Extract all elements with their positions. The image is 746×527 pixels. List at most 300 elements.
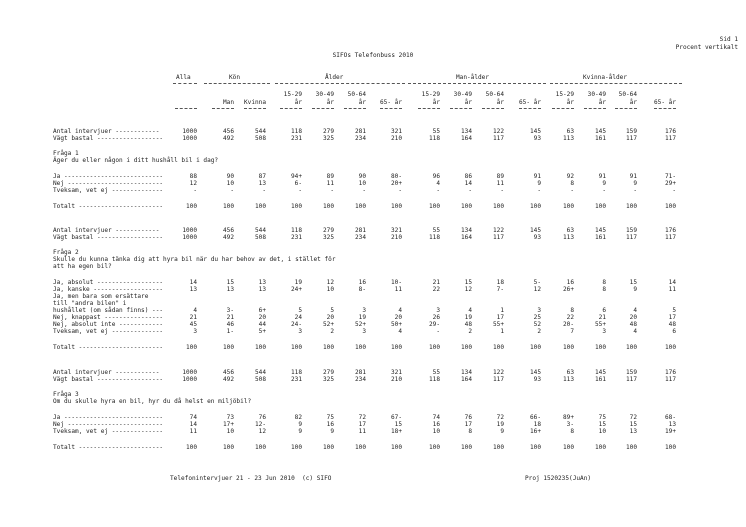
table-cell: 100 (625, 344, 637, 351)
group-man-alder: Man-ålder (456, 74, 490, 81)
table-cell: 508 (254, 135, 266, 142)
table-cell: 8 (602, 279, 606, 286)
table-cell: 48 (668, 321, 676, 328)
table-cell: 117 (625, 234, 637, 241)
table-cell: 100 (185, 444, 197, 451)
table-cell: 10 (598, 428, 606, 435)
table-cell: 16 (326, 421, 334, 428)
table-cell: 3 (602, 328, 606, 335)
table-cell: 52+ (322, 321, 334, 328)
table-cell: 3 (362, 328, 366, 335)
table-cell: 100 (460, 444, 472, 451)
table-cell: 1000 (182, 376, 197, 383)
table-cell: 117 (664, 234, 676, 241)
table-cell: 281 (354, 369, 366, 376)
table-cell: 16 (358, 279, 366, 286)
table-cell: 11 (326, 180, 334, 187)
row-label: Totalt ----------------------- (53, 203, 164, 210)
table-cell: 117 (664, 135, 676, 142)
table-cell: - (537, 187, 541, 194)
table-cell: 20- (562, 321, 574, 328)
underline-kon (204, 83, 270, 84)
table-cell: 3- (566, 421, 574, 428)
column-header-cell: år (566, 99, 574, 106)
table-cell: 24+ (290, 286, 302, 293)
table-cell: 100 (354, 444, 366, 451)
table-cell: 10- (390, 279, 402, 286)
table-cell: 63 (566, 128, 574, 135)
row-label: Ja, kanske ------------------- (53, 286, 164, 293)
table-cell: 20 (394, 314, 402, 321)
table-cell: 100 (562, 203, 574, 210)
table-cell: 4 (633, 307, 637, 314)
table-cell: 176 (664, 128, 676, 135)
table-cell: 89+ (562, 414, 574, 421)
table-cell: 161 (594, 135, 606, 142)
group-kon: Kön (229, 74, 241, 81)
table-cell: 71- (664, 173, 676, 180)
table-cell: 100 (222, 444, 234, 451)
table-cell: 16 (432, 421, 440, 428)
table-cell: 4 (398, 328, 402, 335)
table-cell: 4 (468, 307, 472, 314)
table-cell: 72 (358, 414, 366, 421)
table-cell: 100 (290, 444, 302, 451)
table-cell: 13 (189, 286, 197, 293)
table-cell: 117 (492, 234, 504, 241)
table-cell: 15 (394, 421, 402, 428)
table-cell: 10 (358, 180, 366, 187)
table-cell: 118 (290, 369, 302, 376)
table-cell: 12 (189, 180, 197, 187)
table-cell: 234 (354, 234, 366, 241)
question-text: Ja, men bara som ersättare (53, 293, 149, 300)
row-label: Vägt bastal ------------------ (53, 135, 164, 142)
column-underline (482, 108, 504, 109)
table-cell: 1 (500, 328, 504, 335)
table-cell: 90 (358, 173, 366, 180)
table-cell: 113 (562, 234, 574, 241)
table-cell: 122 (492, 369, 504, 376)
table-cell: 72 (629, 414, 637, 421)
table-cell: 14 (189, 421, 197, 428)
table-cell: 68- (664, 414, 676, 421)
column-header-cell: 65- år (379, 99, 402, 106)
table-cell: 161 (594, 234, 606, 241)
underline-kvinna-alder (550, 83, 682, 84)
table-cell: 76 (464, 414, 472, 421)
table-cell: 3 (298, 328, 302, 335)
table-cell: 544 (254, 227, 266, 234)
table-cell: 279 (322, 128, 334, 135)
group-alder: Ålder (325, 74, 344, 81)
table-cell: 14 (464, 180, 472, 187)
table-cell: - (672, 187, 676, 194)
row-label: Vägt bastal ------------------ (53, 234, 164, 241)
table-cell: 17 (464, 421, 472, 428)
table-cell: 55 (432, 369, 440, 376)
table-cell: - (298, 187, 302, 194)
row-label: Tveksam, vet ej -------------- (53, 328, 164, 335)
table-cell: 26+ (562, 286, 574, 293)
column-header-cell: 30-49 (315, 91, 334, 98)
table-cell: 100 (594, 203, 606, 210)
row-label: Antal intervjuer ------------ (53, 369, 160, 376)
table-cell: 11 (189, 428, 197, 435)
table-cell: 100 (664, 344, 676, 351)
table-cell: 231 (290, 135, 302, 142)
table-cell: 45 (189, 321, 197, 328)
table-cell: 325 (322, 135, 334, 142)
table-cell: 17+ (222, 421, 234, 428)
column-underline (654, 108, 676, 109)
row-label: Nej -------------------------- (53, 421, 164, 428)
table-cell: 21 (598, 314, 606, 321)
table-cell: 100 (562, 344, 574, 351)
table-cell: 4 (436, 180, 440, 187)
table-cell: - (330, 187, 334, 194)
table-cell: 55+ (492, 321, 504, 328)
table-cell: 94+ (290, 173, 302, 180)
table-cell: 74 (432, 414, 440, 421)
table-cell: 96 (432, 173, 440, 180)
table-cell: 19 (358, 314, 366, 321)
row-label: Nej, knappast ---------------- (53, 314, 164, 321)
column-underline (175, 108, 197, 109)
table-cell: 21 (432, 279, 440, 286)
table-cell: 492 (222, 376, 234, 383)
table-cell: 12- (254, 421, 266, 428)
table-cell: 100 (354, 203, 366, 210)
table-cell: 118 (290, 128, 302, 135)
row-label: Tveksam, vet ej -------------- (53, 187, 164, 194)
table-cell: 73 (226, 414, 234, 421)
table-cell: 145 (529, 128, 541, 135)
column-header-cell: år (294, 99, 302, 106)
table-cell: 86 (464, 173, 472, 180)
table-cell: 134 (460, 369, 472, 376)
table-cell: 100 (185, 203, 197, 210)
table-cell: 16 (566, 279, 574, 286)
table-cell: 13 (258, 279, 266, 286)
table-cell: 281 (354, 227, 366, 234)
table-cell: 100 (290, 344, 302, 351)
table-cell: 29+ (664, 180, 676, 187)
table-cell: 5 (672, 307, 676, 314)
table-cell: 100 (390, 444, 402, 451)
table-cell: 100 (625, 444, 637, 451)
table-cell: - (436, 187, 440, 194)
table-cell: 8 (570, 428, 574, 435)
footer-project: Proj 1520235(JuAn) (525, 475, 592, 482)
table-cell: 100 (390, 344, 402, 351)
row-label: Nej, absolut inte ------------ (53, 321, 164, 328)
row-label: Totalt ----------------------- (53, 444, 164, 451)
question-text: Äger du eller någon i ditt hushåll bil i dag? (53, 157, 219, 164)
table-cell: 24 (294, 314, 302, 321)
table-cell: 118 (428, 376, 440, 383)
column-underline (280, 108, 302, 109)
table-cell: 508 (254, 234, 266, 241)
table-cell: 8 (468, 428, 472, 435)
table-cell: 12 (533, 286, 541, 293)
column-header-cell: 65- år (518, 99, 541, 106)
column-header-cell: år (629, 99, 637, 106)
table-cell: 91 (533, 173, 541, 180)
table-cell: 12 (464, 286, 472, 293)
table-cell: 9 (330, 428, 334, 435)
table-cell: 159 (625, 227, 637, 234)
group-kvinna-alder: Kvinna-ålder (583, 74, 628, 81)
table-cell: 164 (460, 135, 472, 142)
table-cell: 492 (222, 234, 234, 241)
question-text: Skulle du kunna tänka dig att hyra bil när du har behov av det, i stället för (53, 256, 336, 263)
table-cell: 9 (537, 180, 541, 187)
table-cell: 17 (668, 314, 676, 321)
column-header-cell: 30-49 (453, 91, 472, 98)
table-cell: 234 (354, 376, 366, 383)
column-header-cell: 50-64 (347, 91, 366, 98)
table-cell: 3 (193, 328, 197, 335)
table-cell: 24- (290, 321, 302, 328)
table-cell: 93 (533, 376, 541, 383)
column-underline (450, 108, 472, 109)
table-cell: 19+ (664, 428, 676, 435)
table-cell: 100 (562, 444, 574, 451)
table-cell: 100 (290, 203, 302, 210)
table-cell: 281 (354, 128, 366, 135)
column-header-cell: Man (222, 99, 234, 106)
table-cell: 1 (500, 307, 504, 314)
table-cell: 12 (258, 428, 266, 435)
column-underline (584, 108, 606, 109)
underline-alder (275, 83, 405, 84)
row-label: Totalt ----------------------- (53, 344, 164, 351)
table-cell: 9 (602, 180, 606, 187)
table-cell: 67- (390, 414, 402, 421)
column-header-cell: Kvinna (243, 99, 266, 106)
table-cell: 279 (322, 369, 334, 376)
column-header-cell: år (464, 99, 472, 106)
column-header-cell: år (432, 99, 440, 106)
table-cell: 92 (566, 173, 574, 180)
table-cell: 321 (390, 227, 402, 234)
table-cell: 8 (570, 180, 574, 187)
table-cell: 4 (633, 328, 637, 335)
table-cell: 91 (598, 173, 606, 180)
table-cell: 5 (298, 307, 302, 314)
table-cell: - (633, 187, 637, 194)
table-cell: 10 (226, 180, 234, 187)
table-cell: 10 (226, 428, 234, 435)
table-cell: 63 (566, 227, 574, 234)
row-label: Ja --------------------------- (53, 173, 164, 180)
table-cell: 164 (460, 376, 472, 383)
table-cell: 13 (226, 286, 234, 293)
column-underline (244, 108, 266, 109)
percent-mode: Procent vertikalt (675, 44, 738, 51)
column-underline (380, 108, 402, 109)
table-cell: 145 (529, 227, 541, 234)
table-cell: 544 (254, 128, 266, 135)
table-cell: 145 (529, 369, 541, 376)
table-cell: 117 (664, 376, 676, 383)
table-cell: 1000 (182, 227, 197, 234)
table-cell: 15 (464, 279, 472, 286)
table-cell: 18+ (390, 428, 402, 435)
table-cell: 231 (290, 376, 302, 383)
table-cell: 50+ (390, 321, 402, 328)
row-label: Antal intervjuer ------------ (53, 227, 160, 234)
table-cell: 2 (537, 328, 541, 335)
table-cell: 19 (496, 421, 504, 428)
table-cell: 176 (664, 369, 676, 376)
table-cell: 100 (222, 344, 234, 351)
table-cell: 72 (496, 414, 504, 421)
table-cell: 17 (496, 314, 504, 321)
table-cell: 7- (496, 286, 504, 293)
table-cell: 13 (258, 180, 266, 187)
table-cell: 74 (189, 414, 197, 421)
table-cell: 44 (258, 321, 266, 328)
table-cell: 100 (428, 444, 440, 451)
table-cell: 456 (222, 128, 234, 135)
footer-fieldwork: Telefonintervjuer 21 - 23 Jun 2010 (c) SIFO (170, 475, 332, 482)
column-underline (212, 108, 234, 109)
table-cell: 22 (566, 314, 574, 321)
table-cell: 55+ (594, 321, 606, 328)
table-cell: 76 (258, 414, 266, 421)
question-text: Fråga 3 (53, 391, 79, 398)
table-cell: 8 (570, 307, 574, 314)
group-alla: Alla (176, 74, 191, 81)
table-cell: 161 (594, 376, 606, 383)
table-cell: - (602, 187, 606, 194)
table-cell: 18 (496, 279, 504, 286)
column-underline (312, 108, 334, 109)
table-cell: 100 (428, 344, 440, 351)
table-cell: - (362, 187, 366, 194)
table-cell: 5+ (258, 328, 266, 335)
table-cell: 11 (496, 180, 504, 187)
table-cell: 82 (294, 414, 302, 421)
table-cell: 100 (664, 203, 676, 210)
column-header-cell: 15-29 (555, 91, 574, 98)
table-cell: 100 (594, 344, 606, 351)
row-label: Nej -------------------------- (53, 180, 164, 187)
table-cell: 159 (625, 369, 637, 376)
table-cell: 122 (492, 227, 504, 234)
table-cell: 63 (566, 369, 574, 376)
table-cell: 456 (222, 369, 234, 376)
table-cell: 210 (390, 135, 402, 142)
table-cell: 13 (258, 286, 266, 293)
table-cell: 117 (625, 135, 637, 142)
question-text: att ha egen bil? (53, 263, 112, 270)
table-cell: 26 (432, 314, 440, 321)
table-cell: - (398, 187, 402, 194)
table-cell: 100 (492, 203, 504, 210)
table-cell: 19 (294, 279, 302, 286)
table-cell: 55 (432, 128, 440, 135)
table-cell: 100 (254, 444, 266, 451)
column-underline (418, 108, 440, 109)
table-cell: 134 (460, 128, 472, 135)
report-title: SIFOs Telefonbuss 2010 (332, 52, 414, 59)
table-cell: - (570, 187, 574, 194)
table-cell: 325 (322, 376, 334, 383)
table-cell: 456 (222, 227, 234, 234)
table-cell: 9 (633, 180, 637, 187)
table-cell: 80- (390, 173, 402, 180)
table-cell: 10 (432, 428, 440, 435)
table-cell: 321 (390, 128, 402, 135)
table-cell: 87 (258, 173, 266, 180)
table-cell: 93 (533, 234, 541, 241)
column-header-cell: 50-64 (485, 91, 504, 98)
table-cell: 100 (185, 344, 197, 351)
column-header-cell: år (598, 99, 606, 106)
table-cell: 321 (390, 369, 402, 376)
column-header-cell: 30-49 (587, 91, 606, 98)
table-cell: 91 (629, 173, 637, 180)
table-cell: 12 (326, 279, 334, 286)
table-cell: 100 (594, 444, 606, 451)
table-cell: 210 (390, 234, 402, 241)
table-cell: 1000 (182, 135, 197, 142)
table-cell: 210 (390, 376, 402, 383)
table-cell: 89 (326, 173, 334, 180)
table-cell: 100 (322, 203, 334, 210)
table-cell: 5 (330, 307, 334, 314)
table-cell: 75 (326, 414, 334, 421)
table-cell: 75 (598, 414, 606, 421)
table-cell: 5- (533, 279, 541, 286)
column-underline (519, 108, 541, 109)
table-cell: 16+ (529, 428, 541, 435)
underline-alla (173, 83, 197, 84)
column-header-cell: år (358, 99, 366, 106)
table-cell: 100 (529, 203, 541, 210)
table-cell: - (262, 187, 266, 194)
table-cell: 6 (672, 328, 676, 335)
table-cell: 100 (390, 203, 402, 210)
column-header-cell: år (496, 99, 504, 106)
table-cell: 21 (189, 314, 197, 321)
column-underline (615, 108, 637, 109)
table-cell: 15 (598, 421, 606, 428)
table-cell: 3 (436, 307, 440, 314)
table-cell: 19 (464, 314, 472, 321)
column-header-cell: 65- år (653, 99, 676, 106)
question-text: Fråga 2 (53, 249, 79, 256)
table-cell: 20 (258, 314, 266, 321)
table-cell: 118 (428, 234, 440, 241)
table-cell: 9 (633, 286, 637, 293)
table-cell: 48 (464, 321, 472, 328)
table-cell: 100 (492, 344, 504, 351)
table-cell: 100 (529, 444, 541, 451)
table-cell: 3- (226, 307, 234, 314)
column-header-cell: 15-29 (421, 91, 440, 98)
table-cell: - (230, 187, 234, 194)
table-cell: 100 (254, 344, 266, 351)
underline-man-alder (408, 83, 546, 84)
table-cell: 22 (432, 286, 440, 293)
table-cell: 48 (629, 321, 637, 328)
table-cell: 6+ (258, 307, 266, 314)
table-cell: 17 (358, 421, 366, 428)
